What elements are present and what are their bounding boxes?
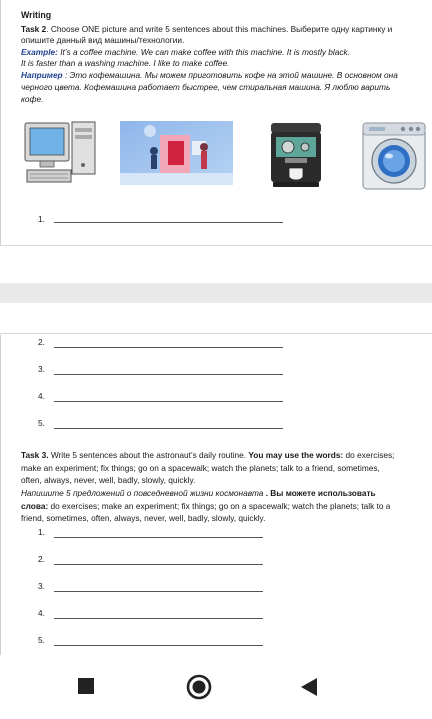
computer-picture[interactable] (23, 120, 99, 190)
task3-line1: Task 3. Write 5 sentences about the astronaut’s daily routine. You may use the words: do exercises; (21, 450, 395, 460)
task3-ru-line2: слова: do exercises; make an experiment; fix things; go on a spacewalk; watch the planets; talk to a (21, 501, 391, 511)
answer-number: 3. (38, 581, 45, 591)
home-icon[interactable] (186, 674, 212, 700)
answer-line[interactable] (54, 618, 263, 619)
washing-machine-picture[interactable] (361, 121, 427, 191)
task2-line2: опишите данный вид машины/технологии. (21, 35, 185, 45)
system-navigation-bar (0, 655, 432, 719)
back-icon[interactable] (300, 677, 318, 697)
answer-line[interactable] (54, 591, 263, 592)
answer-line[interactable] (54, 537, 263, 538)
answer-number: 5. (38, 635, 45, 645)
answer-number: 4. (38, 608, 45, 618)
task3-ru-line3: friend, sometimes, often, always, never, well, badly, slowly, quickly. (21, 513, 266, 523)
answer-line[interactable] (54, 564, 263, 565)
page-gap-band (0, 283, 432, 303)
answer-line[interactable] (54, 428, 283, 429)
writing-heading: Writing (21, 10, 52, 20)
naprimer-line1: Например : Это кофемашина. Мы можем приготовить кофе на этой машине. В основном она (21, 70, 398, 80)
divider (0, 333, 432, 334)
space-illustration-picture[interactable] (120, 121, 233, 185)
worksheet-page-1 (0, 0, 432, 245)
naprimer-line2: черного цвета. Кофемашина работает быстрее, чем стиральная машина. Я люблю варить (21, 82, 391, 92)
worksheet-page-2 (0, 335, 432, 655)
answer-line[interactable] (54, 374, 283, 375)
answer-line[interactable] (54, 645, 263, 646)
task3-line2: make an experiment; fix things; go on a spacewalk; watch the planets; talk to a friend, sometimes, (21, 463, 380, 473)
answer-number: 2. (38, 337, 45, 347)
divider (0, 245, 432, 246)
example-line1: Example: It’s a coffee machine. We can make coffee with this machine. It is mostly black. (21, 47, 350, 57)
answer-line[interactable] (54, 222, 283, 223)
example-line2: It is faster than a washing machine. I like to make coffee. (21, 58, 230, 68)
naprimer-line3: кофе. (21, 94, 44, 104)
task3-line3: often, always, never, well, badly, slowly, quickly. (21, 475, 196, 485)
answer-number: 3. (38, 364, 45, 374)
task3-ru-line1: Напишите 5 предложений о повседневной жизни космонавта . Вы можете использовать (21, 488, 376, 498)
task2-line1: Task 2. Choose ONE picture and write 5 sentences about this machines. Выберите одну картинку и (21, 24, 393, 34)
recent-apps-icon[interactable] (78, 678, 94, 694)
answer-number: 4. (38, 391, 45, 401)
answer-number: 1. (38, 214, 45, 224)
answer-number: 5. (38, 418, 45, 428)
coffee-machine-picture[interactable] (267, 120, 325, 192)
answer-line[interactable] (54, 401, 283, 402)
answer-number: 2. (38, 554, 45, 564)
answer-number: 1. (38, 527, 45, 537)
page-separator (0, 245, 432, 335)
answer-line[interactable] (54, 347, 283, 348)
